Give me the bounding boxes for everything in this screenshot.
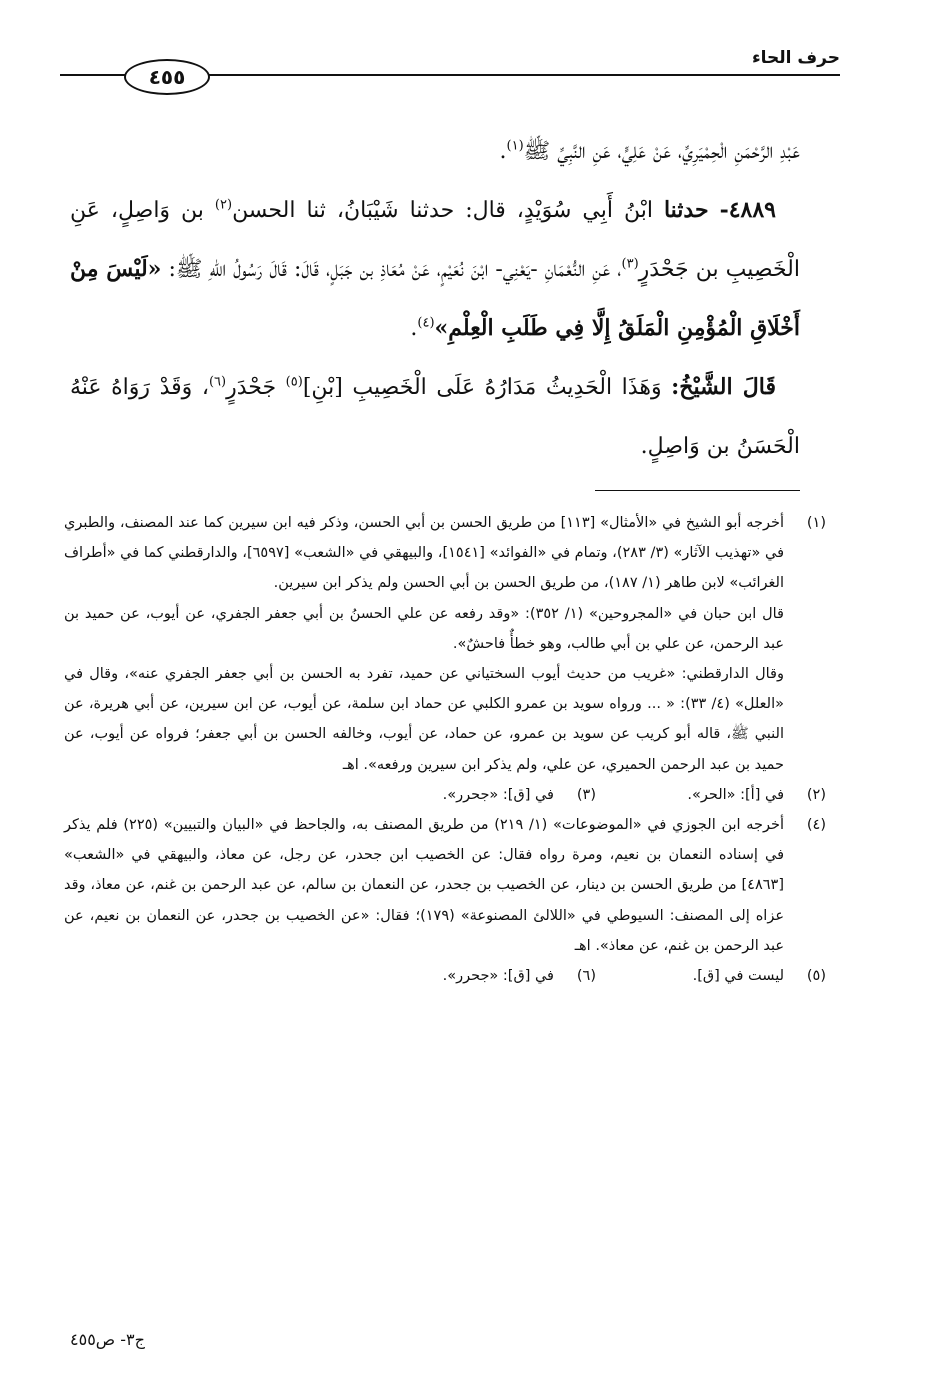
footnote-4 bbox=[64, 810, 826, 961]
line-end: . bbox=[499, 139, 507, 164]
footnote-separator bbox=[595, 490, 800, 491]
footnote-ref-5[interactable]: (٥) bbox=[285, 374, 303, 390]
sheikh-label: قَالَ الشَّيْخُ: bbox=[671, 374, 777, 400]
footnote-3-text: في [ق]: «جحرر». bbox=[442, 786, 554, 803]
footnote-ref-6[interactable]: (٦) bbox=[208, 374, 227, 390]
footnote-1-para-2: قال ابن حبان في «المجروحين» (١/ ٣٥٢): «وقد رفعه عن علي الحسنُ بن أبي جعفر الجفري، عن أيوب، عن حميد بن عبد الرحمن، عن علي بن أبي طالب، وهو خطأٌ فاحشٌ». bbox=[64, 605, 784, 652]
footnote-1-para-3: وقال الدارقطني: «غريب من حديث أيوب السختياني عن حميد، تفرد به الحسن بن أبي جعفر الجفري عنه»، وقال في «العلل» (٤/ ٣٣): « ... ورواه سويد بن عمرو الكلبي عن حماد ابن سلمة، عن أيوب، عن ابن سيرين، عن أبي هريرة، عن النبي ﷺ، قاله أبو كريب عن سويد بن عمرو، عن حماد، عن أيوب، وخالفه الحسن بن أبي جعفر؛ فرواه عن أيوب، عن حميد بن عبد الرحمن الحميري، عن علي، ولم يذكر ابن سيرين ورفعه». اهـ bbox=[64, 666, 785, 773]
hadith-text: «لَيْسَ مِنْ أَخْلَاقِ الْمُؤْمِنِ الْمَلَقُ إِلَّا فِي طَلَبِ الْعِلْمِ» bbox=[70, 256, 800, 341]
page-number: ٤٥٥ bbox=[124, 59, 210, 95]
footnote-number: (١) bbox=[806, 515, 826, 531]
hadith-end: . bbox=[410, 316, 418, 341]
footnotes-2-3 bbox=[64, 780, 826, 810]
footnote-ref-1[interactable]: (١) bbox=[506, 138, 524, 154]
main-line-1 bbox=[70, 122, 800, 181]
footnote-2-text: في [أ]: «الحر». bbox=[687, 786, 784, 803]
chain-end: عَبْدِ الرَّحْمَنِ الْحِمْيَرِيِّ، عَنْ عَلِيٍّ، عَنِ النَّبِيِّ ﷺ bbox=[523, 139, 800, 164]
hadith-paragraph bbox=[70, 181, 800, 358]
footnote-ref-2[interactable]: (٢) bbox=[214, 197, 233, 213]
sheikh-text-1: وَهَذَا الْحَدِيثُ مَدَارُهُ عَلَى الْخَصِيبِ [بْنِ] bbox=[302, 375, 662, 400]
footnote-number: (٢) bbox=[806, 786, 826, 803]
footnote-number: (٦) bbox=[576, 968, 596, 985]
section-title: حرف الحاء bbox=[751, 48, 840, 68]
footnote-5 bbox=[596, 961, 826, 991]
hadith-keyword: حدثنا bbox=[663, 197, 709, 223]
footnotes-5-6 bbox=[64, 961, 826, 991]
sheikh-paragraph bbox=[70, 358, 800, 476]
footnote-number: (٣) bbox=[576, 786, 596, 803]
page-header bbox=[60, 44, 840, 104]
footnote-ref-3[interactable]: (٣) bbox=[621, 256, 639, 272]
hadith-chain-2: بن وَاصِلٍ، عَنِ الْخَصِيبِ بن جَحْدَرٍ bbox=[70, 198, 800, 282]
footnote-2 bbox=[596, 780, 826, 810]
main-text bbox=[70, 122, 800, 476]
footnote-6-text: في [ق]: «جحرر». bbox=[442, 968, 554, 985]
footnote-4-text: أخرجه ابن الجوزي في «الموضوعات» (١/ ٢١٩) من طريق المصنف به، والجاحظ في «البيان والتبيين» (٢٢٥) فلم يذكر في إسناده النعمان بن نعيم، ومرة رواه فقال: عن الخصيب ابن جحدر، عن رجل، عن معاذ، والبيهقي في «الشعب» [٤٨٦٣] من طريق الحسن بن دينار، عن الخصيب بن جحدر، عن النعمان بن سالم، عن عبد الرحمن بن غنم، عن معاذ، وقد عزاه إلى المصنف: السيوطي في «اللالئ المصنوعة» (١٧٩)؛ فقال: «عن الخصيب بن جحدر، عن النعمان بن نعيم، عن عبد الرحمن بن غنم، عن معاذ». اهـ bbox=[64, 817, 784, 954]
volume-page-marker: ج٣- ص٤٥٥ bbox=[70, 1330, 145, 1349]
footnotes bbox=[64, 508, 826, 991]
footnote-3 bbox=[366, 780, 596, 810]
footnote-1 bbox=[64, 508, 826, 780]
hadith-number: ٤٨٨٩- bbox=[719, 197, 776, 223]
footnote-number: (٤) bbox=[806, 817, 826, 834]
footnote-1-para-1: أخرجه أبو الشيخ في «الأمثال» [١١٣] من طريق الحسن بن أبي الحسن، وذكر فيه ابن سيرين كما عند المصنف، والطبري في «تهذيب الآثار» (٣/ ٢٨٣)، وتمام في «الفوائد» [١٥٤١]، والبيهقي في «الشعب» [٦٥٩٧]، والدارقطني كما في «أطراف الغرائب» لابن طاهر (١/ ١٨٧)، من طريق الحسن بن أبي الحسن ولم يذكر ابن سيرين. bbox=[64, 515, 785, 592]
hadith-chain-1: ابْنُ أَبِي سُوَيْدٍ، قال: حدثنا شَيْبَانُ، ثنا الحسن bbox=[232, 198, 653, 223]
hadith-chain-3: ، عَنِ النُّعْمَانِ -يَعْنِي- ابْنَ نُعَيْمٍ، عَنْ مُعَاذِ بن جَبَلٍ، قَالَ: قَالَ رَسُولُ اللهِ ﷺ: bbox=[168, 257, 622, 282]
footnote-5-text: ليست في [ق]. bbox=[692, 968, 784, 985]
footnote-ref-4[interactable]: (٤) bbox=[417, 315, 435, 331]
footnote-number: (٥) bbox=[806, 968, 826, 985]
footnote-6 bbox=[366, 961, 596, 991]
sheikh-text-2: جَحْدَرٍ bbox=[226, 375, 277, 400]
sheikh-text-3: ، وَقَدْ رَوَاهُ عَنْهُ الْحَسَنُ بن وَاصِلٍ. bbox=[70, 375, 800, 459]
